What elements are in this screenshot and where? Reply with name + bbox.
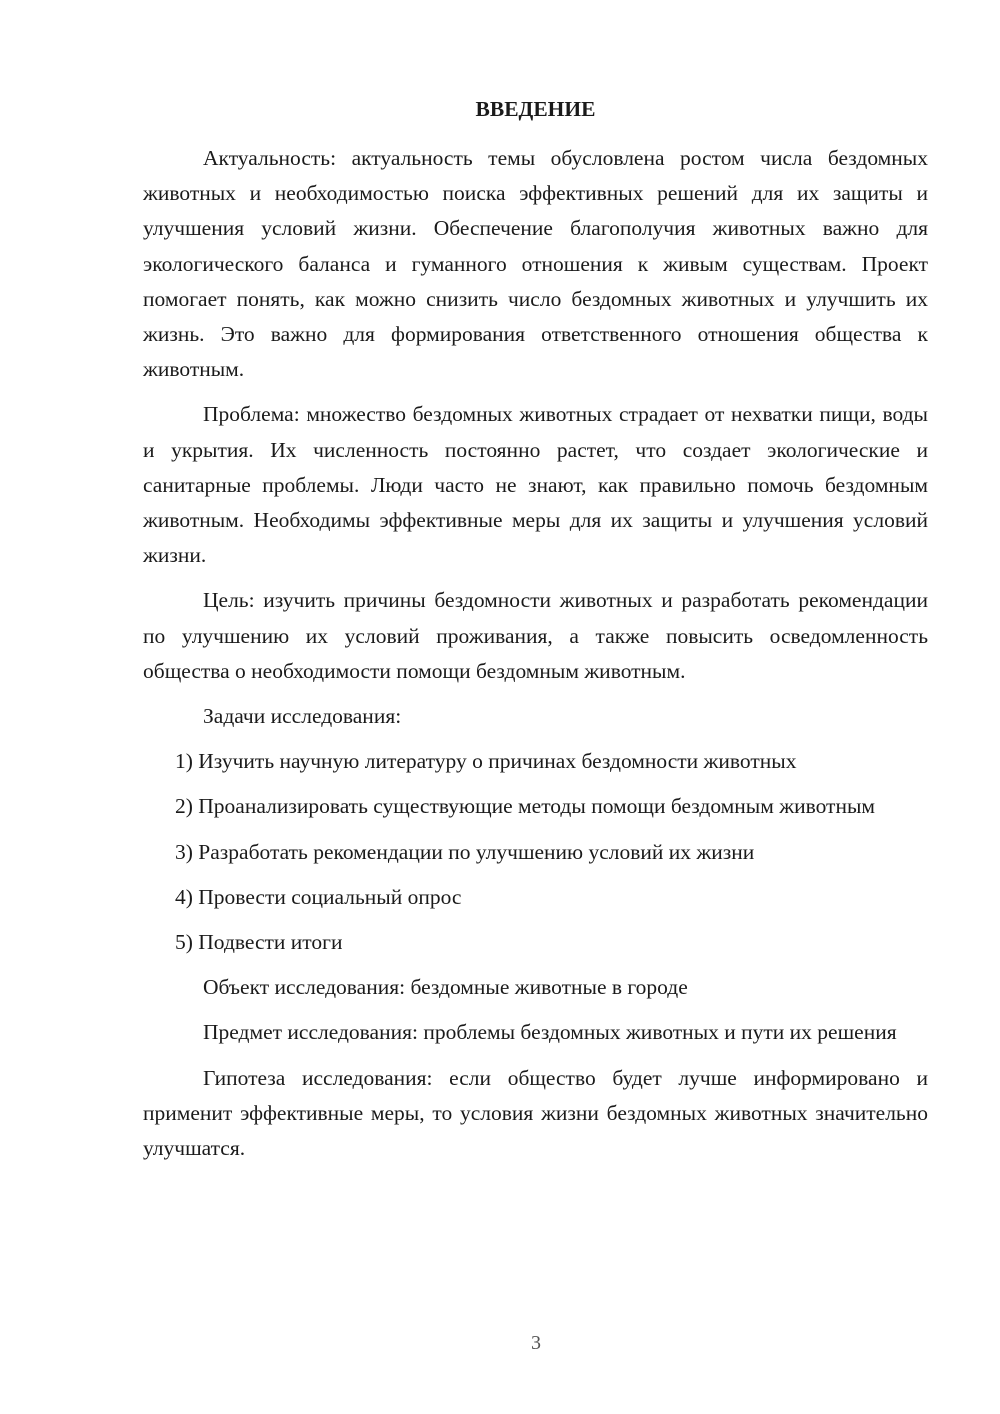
page-number: 3 bbox=[531, 1332, 541, 1354]
problem-paragraph: Проблема: множество бездомных животных страдает от нехватки пищи, воды и укрытия. Их численность постоянно растет, что создает экологические и санитарные проблемы. Люди часто не знают, как правильно помочь бездомным животным. Необходимы эффективные меры для их защиты и улучшения условий жизни. bbox=[143, 402, 928, 568]
task-item-3: 3) Разработать рекомендации по улучшению условий их жизни bbox=[175, 839, 755, 864]
subject-paragraph: Предмет исследования: проблемы бездомных животных и пути их решения bbox=[203, 1020, 897, 1045]
task-item-2: 2) Проанализировать существующие методы помощи бездомным животным bbox=[175, 794, 875, 819]
task-item-1: 1) Изучить научную литературу о причинах бездомности животных bbox=[175, 749, 797, 774]
tasks-heading: Задачи исследования: bbox=[203, 704, 402, 729]
task-item-4: 4) Провести социальный опрос bbox=[175, 884, 462, 909]
task-item-5: 5) Подвести итоги bbox=[175, 930, 343, 955]
object-paragraph: Объект исследования: бездомные животные в городе bbox=[203, 975, 688, 1000]
hypothesis-paragraph: Гипотеза исследования: если общество будет лучше информировано и применит эффективные меры, то условия жизни бездомных животных значительно улучшатся. bbox=[143, 1065, 928, 1161]
document-title: ВВЕДЕНИЕ bbox=[475, 97, 596, 121]
relevance-paragraph: Актуальность: актуальность темы обусловлена ростом числа бездомных животных и необходимостью поиска эффективных решений для их защиты и улучшения условий жизни. Обеспечение благополучия животных важно для экологического баланса и гуманного отношения к живым существам. Проект помогает понять, как можно снизить число бездомных животных и улучшить их жизнь. Это важно для формирования ответственного отношения общества к животным. bbox=[143, 146, 928, 382]
goal-paragraph: Цель: изучить причины бездомности животных и разработать рекомендации по улучшению их условий проживания, а также повысить осведомленность общества о необходимости помощи бездомным животным. bbox=[143, 588, 928, 683]
document-page bbox=[143, 92, 928, 1176]
